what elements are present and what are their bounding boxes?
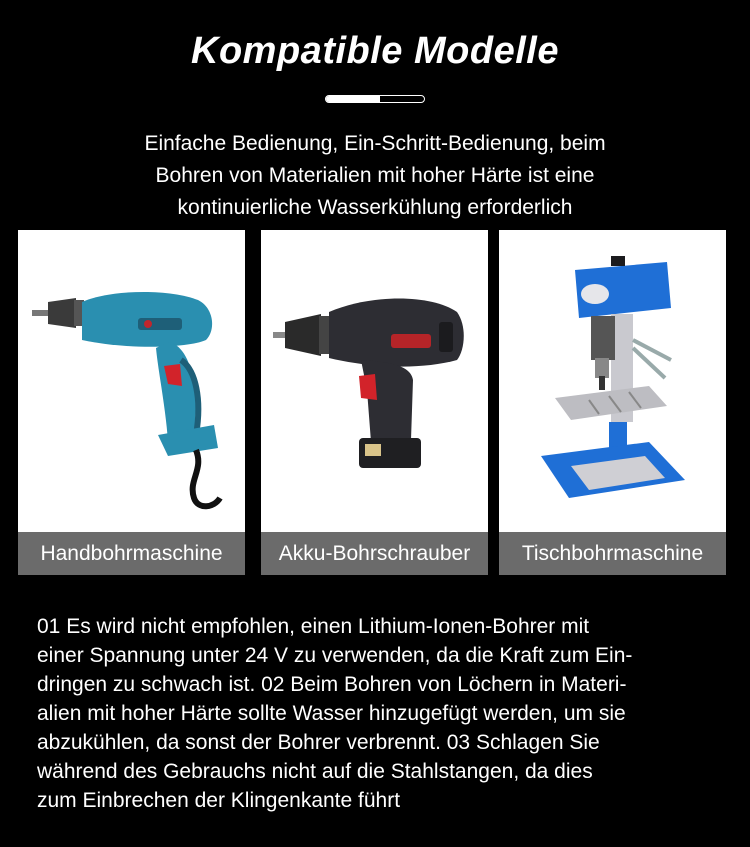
cordless-drill-icon [261,230,488,530]
notes-line: während des Gebrauchs nicht auf die Stahlstangen, da dies [37,760,593,783]
intro-line: Bohren von Materialien mit hoher Härte ist eine [155,164,595,187]
product-card-drill-press [499,230,726,575]
intro-text [75,128,675,224]
product-card-corded-drill [18,230,245,575]
intro-line: Einfache Bedienung, Ein-Schritt-Bedienung, beim [144,132,606,155]
intro-line: kontinuierliche Wasserkühlung erforderlich [177,196,573,219]
progress-fill [326,96,380,102]
product-label: Handbohrmaschine [18,532,245,575]
product-label: Akku-Bohrschrauber [261,532,488,575]
notes-text [37,612,727,815]
notes-line: alien mit hoher Härte sollte Wasser hinzugefügt werden, um sie [37,702,626,725]
notes-line: abzukühlen, da sonst der Bohrer verbrennt. 03 Schlagen Sie [37,731,600,754]
notes-line: dringen zu schwach ist. 02 Beim Bohren von Löchern in Materi- [37,673,627,696]
notes-line: einer Spannung unter 24 V zu verwenden, da die Kraft zum Ein- [37,644,633,667]
product-card-cordless-drill [261,230,488,575]
notes-line: 01 Es wird nicht empfohlen, einen Lithium-Ionen-Bohrer mit [37,615,590,638]
notes-line: zum Einbrechen der Klingenkante führt [37,789,401,812]
drill-press-icon [499,230,726,530]
page-title: Kompatible Modelle [191,30,559,72]
progress-indicator [325,95,425,103]
corded-drill-icon [18,230,245,530]
product-label: Tischbohrmaschine [499,532,726,575]
